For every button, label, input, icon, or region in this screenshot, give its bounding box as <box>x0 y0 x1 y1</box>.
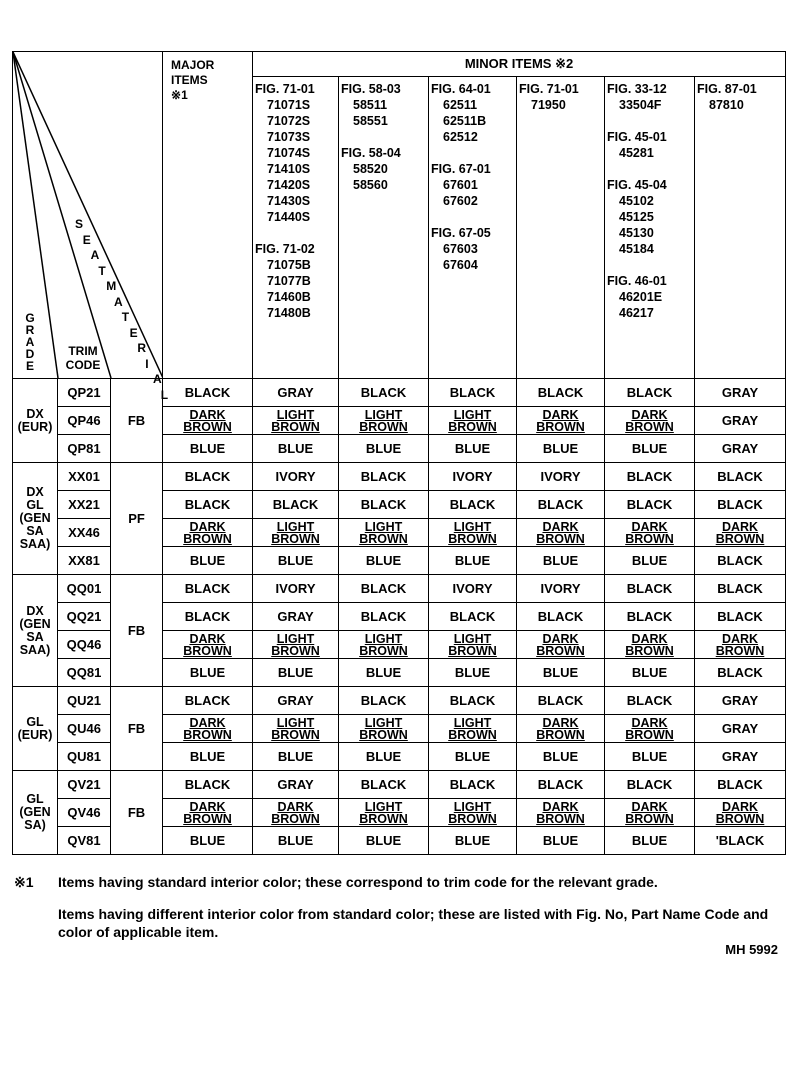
seat-material-letter: E <box>82 232 91 247</box>
color-cell: BLACK <box>429 687 517 715</box>
color-cell: LIGHT BROWN <box>429 799 517 827</box>
color-cell: BLACK <box>163 463 253 491</box>
seat-material-cell: FB <box>111 379 163 463</box>
part-code: 71077B <box>267 274 311 288</box>
minor-items-header: MINOR ITEMS ※2 <box>253 52 786 77</box>
color-cell: IVORY <box>517 575 605 603</box>
color-cell: DARK BROWN <box>163 799 253 827</box>
color-cell: GRAY <box>253 771 339 799</box>
color-cell: DARK BROWN <box>695 631 786 659</box>
trim-code-cell: QQ21 <box>58 603 111 631</box>
part-code: 71430S <box>267 194 311 208</box>
part-code: 46201E <box>619 290 663 304</box>
trim-code-cell: QQ46 <box>58 631 111 659</box>
color-cell: BLUE <box>163 435 253 463</box>
fig-number: FIG. 46-01 <box>607 274 667 288</box>
part-code: 71420S <box>267 178 311 192</box>
color-cell: GRAY <box>695 379 786 407</box>
seat-material-letter: L <box>160 387 169 402</box>
part-code: 71460B <box>267 290 311 304</box>
color-cell: BLUE <box>605 743 695 771</box>
color-cell: BLACK <box>517 603 605 631</box>
grade-cell: DX (EUR) <box>13 379 58 463</box>
fig-column-2 <box>339 77 429 379</box>
trim-code-cell: QP21 <box>58 379 111 407</box>
color-cell: BLUE <box>339 435 429 463</box>
color-cell: DARK BROWN <box>695 799 786 827</box>
trim-code-cell: QV21 <box>58 771 111 799</box>
color-cell: LIGHT BROWN <box>339 407 429 435</box>
fig-number: FIG. 64-01 <box>431 82 491 96</box>
color-cell: BLACK <box>695 463 786 491</box>
footnote-1-mark: ※1 <box>14 874 34 890</box>
color-cell: BLACK <box>517 491 605 519</box>
color-cell: LIGHT BROWN <box>339 715 429 743</box>
color-cell: LIGHT BROWN <box>429 407 517 435</box>
color-cell: GRAY <box>695 435 786 463</box>
color-cell: LIGHT BROWN <box>429 519 517 547</box>
part-code: 45102 <box>619 194 654 208</box>
color-cell: BLUE <box>339 547 429 575</box>
color-cell: BLACK <box>605 771 695 799</box>
color-cell: BLACK <box>695 547 786 575</box>
grade-cell: GL (EUR) <box>13 687 58 771</box>
table-row <box>13 463 786 491</box>
trim-code-cell: QV81 <box>58 827 111 855</box>
document-code: MH 5992 <box>725 942 778 957</box>
part-code: 71440S <box>267 210 311 224</box>
color-cell: BLACK <box>429 491 517 519</box>
color-cell: BLACK <box>163 603 253 631</box>
color-cell: BLUE <box>163 827 253 855</box>
footnote-1 <box>14 873 658 891</box>
color-cell: BLACK <box>339 379 429 407</box>
color-cell: BLUE <box>253 827 339 855</box>
color-cell: DARK BROWN <box>605 631 695 659</box>
color-cell: BLUE <box>517 547 605 575</box>
color-cell: 'BLACK <box>695 827 786 855</box>
color-cell: BLACK <box>163 379 253 407</box>
part-code: 62512 <box>443 130 478 144</box>
color-cell: BLACK <box>517 379 605 407</box>
part-code: 45125 <box>619 210 654 224</box>
trim-code-cell: QU46 <box>58 715 111 743</box>
color-cell: BLACK <box>695 491 786 519</box>
color-cell: LIGHT BROWN <box>339 519 429 547</box>
part-code: 67603 <box>443 242 478 256</box>
seat-material-letter: A <box>90 248 100 262</box>
seat-material-letter: E <box>129 325 138 340</box>
footnote-2 <box>14 905 798 941</box>
color-cell: BLACK <box>429 603 517 631</box>
color-cell: BLACK <box>339 603 429 631</box>
part-code: 62511B <box>443 114 487 128</box>
color-cell: IVORY <box>429 575 517 603</box>
color-cell: BLUE <box>517 435 605 463</box>
color-cell: BLACK <box>163 687 253 715</box>
color-cell: BLACK <box>605 463 695 491</box>
color-cell: LIGHT BROWN <box>253 519 339 547</box>
color-cell: BLACK <box>339 771 429 799</box>
fig-number: FIG. 33-12 <box>607 82 667 96</box>
grade-label: G R A D E <box>25 311 35 373</box>
part-code: 67602 <box>443 194 478 208</box>
trim-code-cell: XX46 <box>58 519 111 547</box>
color-cell: GRAY <box>695 715 786 743</box>
part-code: 58551 <box>353 114 388 128</box>
color-cell: DARK BROWN <box>605 799 695 827</box>
part-code: 46217 <box>619 306 654 320</box>
color-cell: BLACK <box>339 575 429 603</box>
seat-material-letter: R <box>137 341 147 355</box>
part-code: 67601 <box>443 178 478 192</box>
color-cell: DARK BROWN <box>253 799 339 827</box>
fig-number: FIG. 87-01 <box>697 82 757 96</box>
color-cell: DARK BROWN <box>517 519 605 547</box>
color-cell: BLUE <box>605 659 695 687</box>
part-code: 71071S <box>267 98 311 112</box>
part-code: 71074S <box>267 146 311 160</box>
trim-code-cell: QP46 <box>58 407 111 435</box>
seat-material-letter: M <box>106 279 117 293</box>
fig-column-4 <box>517 77 605 379</box>
fig-number: FIG. 58-04 <box>341 146 401 160</box>
footnote-2-text: Items having different interior color from standard color; these are listed with Fig. No, Part Name Code and color of applicable item. <box>58 906 769 940</box>
color-cell: BLACK <box>253 491 339 519</box>
fig-number: FIG. 58-03 <box>341 82 401 96</box>
color-cell: DARK BROWN <box>517 407 605 435</box>
seat-material-letter: I <box>145 356 149 371</box>
color-cell: DARK BROWN <box>163 519 253 547</box>
color-cell: IVORY <box>517 463 605 491</box>
part-code: 45281 <box>619 146 654 160</box>
fig-number: FIG. 45-04 <box>607 178 667 192</box>
table-row <box>13 379 786 407</box>
color-cell: BLUE <box>163 547 253 575</box>
part-code: 71950 <box>531 98 566 112</box>
color-cell: IVORY <box>253 463 339 491</box>
color-cell: BLACK <box>339 463 429 491</box>
color-cell: BLUE <box>517 659 605 687</box>
color-cell: DARK BROWN <box>517 631 605 659</box>
trim-code-cell: QQ81 <box>58 659 111 687</box>
part-code: 87810 <box>709 98 744 112</box>
color-cell: LIGHT BROWN <box>253 631 339 659</box>
fig-number: FIG. 45-01 <box>607 130 667 144</box>
color-cell: BLUE <box>605 435 695 463</box>
part-code: 71410S <box>267 162 311 176</box>
color-cell: GRAY <box>695 407 786 435</box>
color-cell: DARK BROWN <box>605 519 695 547</box>
color-cell: DARK BROWN <box>605 407 695 435</box>
color-cell: BLACK <box>163 771 253 799</box>
color-cell: BLUE <box>605 827 695 855</box>
color-cell: GRAY <box>253 379 339 407</box>
part-code: 67604 <box>443 258 478 272</box>
color-cell: BLACK <box>517 687 605 715</box>
fig-column-5 <box>605 77 695 379</box>
color-cell: GRAY <box>253 687 339 715</box>
color-cell: BLUE <box>339 659 429 687</box>
color-cell: BLACK <box>605 491 695 519</box>
color-cell: BLUE <box>429 827 517 855</box>
part-code: 71480B <box>267 306 311 320</box>
color-table <box>12 51 786 855</box>
trim-code-cell: XX21 <box>58 491 111 519</box>
part-code: 71072S <box>267 114 311 128</box>
color-cell: BLUE <box>339 743 429 771</box>
color-cell: DARK BROWN <box>605 715 695 743</box>
part-code: 58520 <box>353 162 388 176</box>
color-cell: DARK BROWN <box>517 799 605 827</box>
color-cell: DARK BROWN <box>163 715 253 743</box>
color-cell: BLUE <box>253 743 339 771</box>
color-cell: LIGHT BROWN <box>429 631 517 659</box>
trim-code-cell: QQ01 <box>58 575 111 603</box>
seat-material-letter: A <box>114 294 123 309</box>
color-cell: BLACK <box>695 575 786 603</box>
seat-material-letter: S <box>75 217 84 231</box>
color-cell: BLACK <box>695 659 786 687</box>
color-cell: DARK BROWN <box>163 407 253 435</box>
table-row <box>13 771 786 799</box>
grade-cell: GL (GEN SA) <box>13 771 58 855</box>
color-cell: LIGHT BROWN <box>339 631 429 659</box>
color-cell: BLUE <box>253 435 339 463</box>
color-cell: BLUE <box>163 743 253 771</box>
trim-code-cell: QU21 <box>58 687 111 715</box>
color-cell: LIGHT BROWN <box>339 799 429 827</box>
color-cell: BLUE <box>429 435 517 463</box>
color-cell: DARK BROWN <box>517 715 605 743</box>
fig-number: FIG. 71-02 <box>255 242 315 256</box>
color-cell: IVORY <box>253 575 339 603</box>
color-cell: BLACK <box>605 379 695 407</box>
color-cell: BLUE <box>253 547 339 575</box>
color-cell: BLACK <box>163 491 253 519</box>
fig-column-6 <box>695 77 786 379</box>
grade-cell: DX GL (GEN SA SAA) <box>13 463 58 575</box>
seat-material-cell: PF <box>111 463 163 575</box>
color-cell: DARK BROWN <box>695 519 786 547</box>
seat-material-cell: FB <box>111 575 163 687</box>
part-code: 58511 <box>353 98 388 112</box>
major-items-header: MAJOR ITEMS ※1 <box>163 52 253 379</box>
color-cell: BLUE <box>253 659 339 687</box>
color-cell: GRAY <box>695 743 786 771</box>
trim-code-cell: QU81 <box>58 743 111 771</box>
color-cell: LIGHT BROWN <box>253 715 339 743</box>
color-cell: BLACK <box>605 575 695 603</box>
color-cell: GRAY <box>253 603 339 631</box>
seat-material-letter: T <box>121 310 130 324</box>
trim-code-label: TRIM CODE <box>65 344 101 372</box>
footnote-2-mark <box>14 905 58 923</box>
trim-code-cell: QV46 <box>58 799 111 827</box>
table-row <box>13 687 786 715</box>
color-cell: BLACK <box>429 771 517 799</box>
color-cell: BLUE <box>429 547 517 575</box>
seat-material-cell: FB <box>111 771 163 855</box>
color-cell: BLUE <box>339 827 429 855</box>
part-code: 71075B <box>267 258 311 272</box>
trim-code-cell: XX81 <box>58 547 111 575</box>
color-cell: LIGHT BROWN <box>429 715 517 743</box>
seat-material-letter: T <box>98 263 106 278</box>
seat-material-letter: A <box>153 372 162 386</box>
part-code: 58560 <box>353 178 388 192</box>
color-cell: BLACK <box>163 575 253 603</box>
color-cell: GRAY <box>695 687 786 715</box>
color-cell: BLACK <box>429 379 517 407</box>
fig-column-3 <box>429 77 517 379</box>
trim-code-cell: XX01 <box>58 463 111 491</box>
trim-code-cell: QP81 <box>58 435 111 463</box>
color-cell: BLACK <box>605 603 695 631</box>
part-code: 33504F <box>619 98 662 112</box>
color-cell: BLACK <box>695 771 786 799</box>
table-row <box>13 575 786 603</box>
color-cell: BLUE <box>517 827 605 855</box>
part-code: 62511 <box>443 98 478 112</box>
fig-number: FIG. 67-01 <box>431 162 491 176</box>
color-cell: BLACK <box>339 687 429 715</box>
seat-material-cell: FB <box>111 687 163 771</box>
part-code: 71073S <box>267 130 311 144</box>
color-cell: BLACK <box>339 491 429 519</box>
color-cell: BLACK <box>695 603 786 631</box>
color-cell: BLUE <box>429 743 517 771</box>
fig-number: FIG. 71-01 <box>519 82 579 96</box>
part-code: 45184 <box>619 242 654 256</box>
grade-cell: DX (GEN SA SAA) <box>13 575 58 687</box>
color-cell: BLACK <box>605 687 695 715</box>
color-cell: IVORY <box>429 463 517 491</box>
fig-number: FIG. 71-01 <box>255 82 315 96</box>
color-cell: BLUE <box>429 659 517 687</box>
fig-column-1 <box>253 77 339 379</box>
color-cell: BLUE <box>605 547 695 575</box>
color-cell: BLUE <box>163 659 253 687</box>
color-cell: BLUE <box>517 743 605 771</box>
color-cell: LIGHT BROWN <box>253 407 339 435</box>
color-cell: DARK BROWN <box>163 631 253 659</box>
fig-number: FIG. 67-05 <box>431 226 491 240</box>
footnote-1-text: Items having standard interior color; these correspond to trim code for the relevant grade. <box>58 874 658 890</box>
color-cell: BLACK <box>517 771 605 799</box>
part-code: 45130 <box>619 226 654 240</box>
